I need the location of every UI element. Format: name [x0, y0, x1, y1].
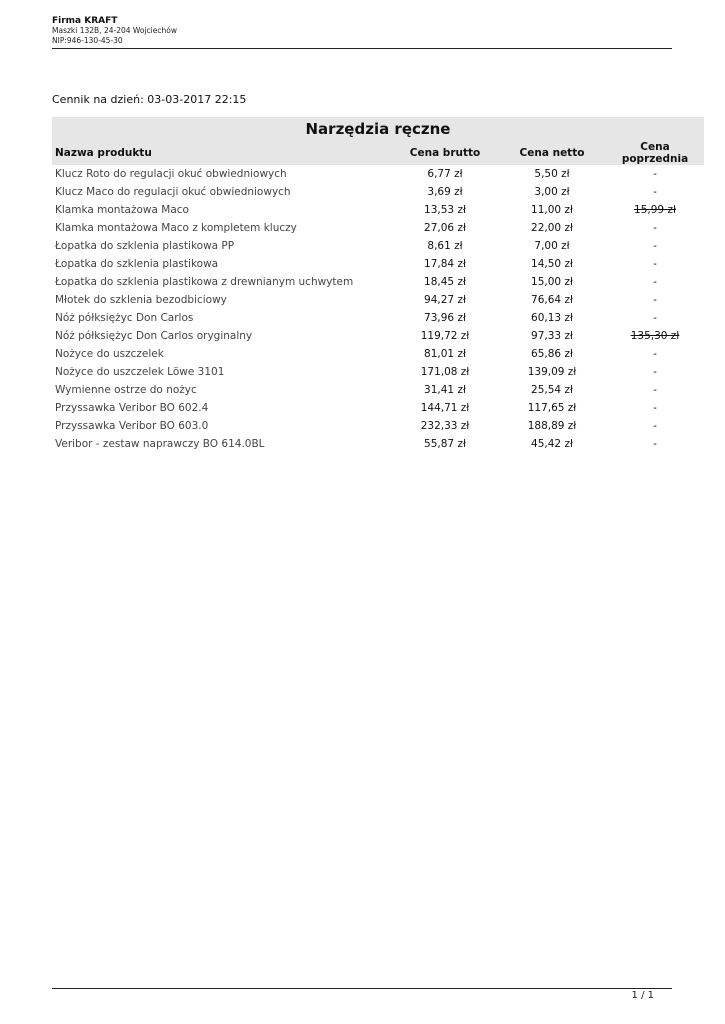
- previous-price-cell: -: [653, 348, 657, 360]
- product-name-cell: Nożyce do uszczelek: [55, 348, 164, 360]
- page-number: 1 / 1: [631, 990, 654, 1001]
- net-price-cell: 117,65 zł: [527, 402, 577, 414]
- gross-price-cell: 3,69 zł: [427, 186, 463, 198]
- product-name-cell: Klucz Maco do regulacji okuć obwiedniowych: [55, 186, 291, 198]
- net-price-cell: 139,09 zł: [527, 366, 577, 378]
- previous-price-cell: 135,30 zł: [630, 330, 680, 342]
- net-price-cell: 188,89 zł: [527, 420, 577, 432]
- product-name-cell: Nóż półksiężyc Don Carlos oryginalny: [55, 330, 253, 342]
- net-price-cell: 65,86 zł: [531, 348, 573, 360]
- column-header-net-price: Cena netto: [519, 147, 585, 159]
- gross-price-cell: 73,96 zł: [424, 312, 466, 324]
- net-price-cell: 97,33 zł: [531, 330, 573, 342]
- table-row: [52, 327, 704, 345]
- gross-price-cell: 94,27 zł: [424, 294, 466, 306]
- gross-price-cell: 18,45 zł: [424, 276, 466, 288]
- product-name-cell: Wymienne ostrze do nożyc: [55, 384, 197, 396]
- gross-price-cell: 31,41 zł: [424, 384, 466, 396]
- net-price-cell: 5,50 zł: [534, 168, 570, 180]
- gross-price-cell: 232,33 zł: [420, 420, 470, 432]
- net-price-cell: 11,00 zł: [531, 204, 573, 216]
- product-name-cell: Łopatka do szklenia plastikowa PP: [55, 240, 235, 252]
- table-row: [52, 417, 704, 435]
- product-name-cell: Klucz Roto do regulacji okuć obwiedniowych: [55, 168, 287, 180]
- gross-price-cell: 171,08 zł: [420, 366, 470, 378]
- table-row: [52, 273, 704, 291]
- previous-price-cell: -: [653, 186, 657, 198]
- header-divider: [52, 48, 672, 49]
- table-row: [52, 291, 704, 309]
- previous-price-cell: -: [653, 168, 657, 180]
- product-name-cell: Przyssawka Veribor BO 602.4: [55, 402, 209, 414]
- table-row: [52, 201, 704, 219]
- gross-price-cell: 6,77 zł: [427, 168, 463, 180]
- previous-price-cell: -: [653, 366, 657, 378]
- previous-price-cell: -: [653, 384, 657, 396]
- product-name-cell: Klamka montażowa Maco z kompletem kluczy: [55, 222, 297, 234]
- column-header-gross-price: Cena brutto: [409, 147, 481, 159]
- previous-price-cell: 15,99 zł: [634, 204, 676, 216]
- net-price-cell: 76,64 zł: [531, 294, 573, 306]
- table-row: [52, 345, 704, 363]
- table-row: [52, 183, 704, 201]
- previous-price-cell: -: [653, 258, 657, 270]
- product-name-cell: Veribor - zestaw naprawczy BO 614.0BL: [55, 438, 265, 450]
- previous-price-cell: -: [653, 240, 657, 252]
- product-name-cell: Przyssawka Veribor BO 603.0: [55, 420, 209, 432]
- table-body: [52, 165, 704, 453]
- table-header-row: [52, 141, 704, 165]
- gross-price-cell: 13,53 zł: [424, 204, 466, 216]
- table-row: [52, 165, 704, 183]
- previous-price-cell: -: [653, 420, 657, 432]
- table-row: [52, 399, 704, 417]
- category-section: [52, 117, 704, 453]
- price-list-date: Cennik na dzień: 03-03-2017 22:15: [52, 93, 247, 106]
- previous-price-cell: -: [653, 438, 657, 450]
- net-price-cell: 22,00 zł: [531, 222, 573, 234]
- net-price-cell: 15,00 zł: [531, 276, 573, 288]
- gross-price-cell: 81,01 zł: [424, 348, 466, 360]
- previous-price-cell: -: [653, 312, 657, 324]
- gross-price-cell: 55,87 zł: [424, 438, 466, 450]
- product-name-cell: Młotek do szklenia bezodbiciowy: [55, 294, 227, 306]
- company-address: Maszki 132B, 24-204 Wojciechów: [52, 26, 177, 35]
- previous-price-cell: -: [653, 276, 657, 288]
- gross-price-cell: 8,61 zł: [427, 240, 463, 252]
- product-name-cell: Nożyce do uszczelek Löwe 3101: [55, 366, 225, 378]
- net-price-cell: 7,00 zł: [534, 240, 570, 252]
- product-name-cell: Łopatka do szklenia plastikowa: [55, 258, 219, 270]
- table-row: [52, 363, 704, 381]
- table-row: [52, 435, 704, 453]
- net-price-cell: 3,00 zł: [534, 186, 570, 198]
- gross-price-cell: 144,71 zł: [420, 402, 470, 414]
- table-row: [52, 381, 704, 399]
- table-row: [52, 309, 704, 327]
- previous-price-cell: -: [653, 222, 657, 234]
- table-row: [52, 237, 704, 255]
- net-price-cell: 60,13 zł: [531, 312, 573, 324]
- column-header-product-name: Nazwa produktu: [55, 147, 152, 159]
- category-title: Narzędzia ręczne: [52, 117, 704, 141]
- company-nip: NIP:946-130-45-30: [52, 36, 123, 45]
- net-price-cell: 14,50 zł: [531, 258, 573, 270]
- product-name-cell: Klamka montażowa Maco: [55, 204, 189, 216]
- column-header-previous-price: Cena poprzednia: [621, 141, 689, 165]
- net-price-cell: 25,54 zł: [531, 384, 573, 396]
- previous-price-cell: -: [653, 294, 657, 306]
- footer-divider: [52, 988, 672, 989]
- previous-price-cell: -: [653, 402, 657, 414]
- gross-price-cell: 119,72 zł: [420, 330, 470, 342]
- table-row: [52, 219, 704, 237]
- company-header: [52, 16, 177, 46]
- price-table: [52, 141, 704, 453]
- product-name-cell: Łopatka do szklenia plastikowa z drewnianym uchwytem: [55, 276, 354, 288]
- company-name: Firma KRAFT: [52, 16, 118, 26]
- gross-price-cell: 17,84 zł: [424, 258, 466, 270]
- product-name-cell: Nóż półksiężyc Don Carlos: [55, 312, 194, 324]
- net-price-cell: 45,42 zł: [531, 438, 573, 450]
- table-row: [52, 255, 704, 273]
- gross-price-cell: 27,06 zł: [424, 222, 466, 234]
